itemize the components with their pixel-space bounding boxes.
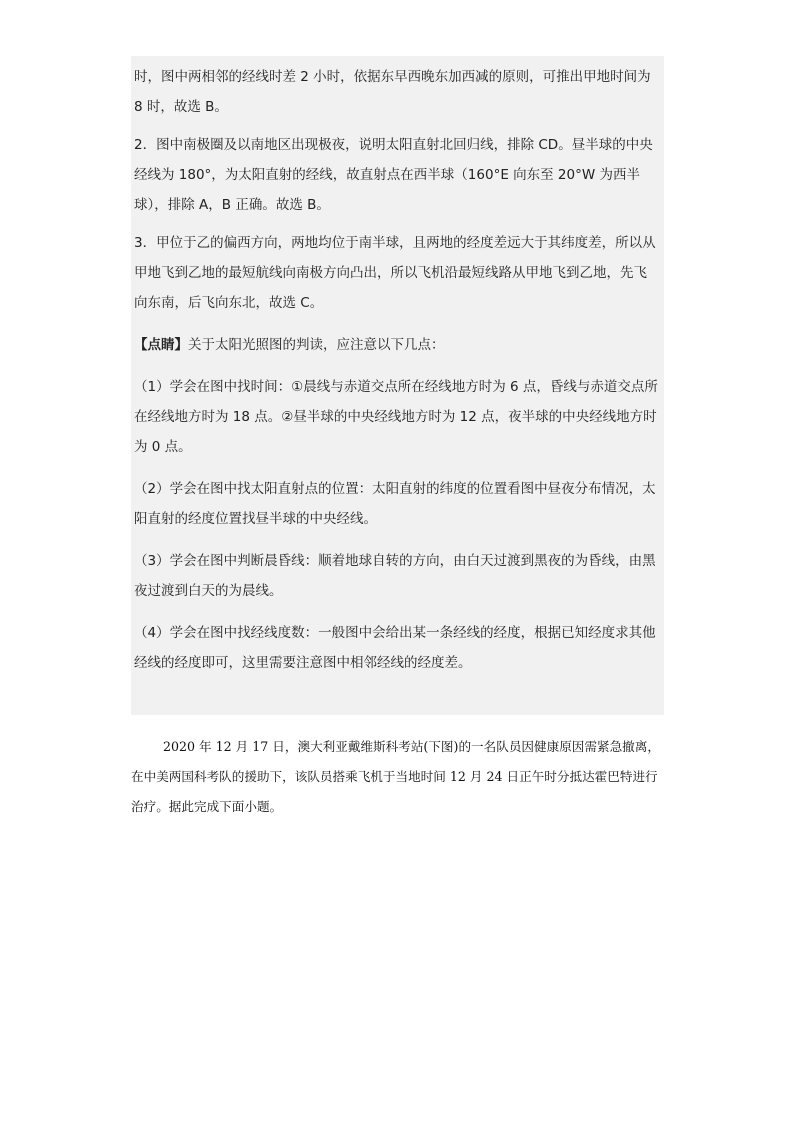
tip-3: （3）学会在图中判断晨昏线：顺着地球自转的方向，由白天过渡到黑夜的为昏线，由黑夜过渡到白天的为晨线。 bbox=[134, 553, 656, 599]
dianjing-paragraph bbox=[134, 330, 660, 360]
tip-1: （1）学会在图中找时间：①晨线与赤道交点所在经线地方时为 6 点，昏线与赤道交点所在经线地方时为 18 点。②昼半球的中央经线地方时为 12 点，夜半球的中央经线地方时为 0 点。 bbox=[134, 379, 658, 455]
dianjing-tag: 【点睛】 bbox=[134, 337, 188, 353]
tip-2: （2）学会在图中找太阳直射点的位置：太阳直射的纬度的位置看图中昼夜分布情况，太阳直射的经度位置找昼半球的中央经线。 bbox=[134, 481, 656, 527]
dianjing-text: 关于太阳光照图的判读，应注意以下几点： bbox=[188, 337, 445, 353]
question-intro: 2020 年 12 月 17 日，澳大利亚戴维斯科考站(下图)的一名队员因健康原因需紧急撤离，在中美两国科考队的援助下，该队员搭乘飞机于当地时间 12 月 24 日正午时分抵达霍巴特进行治疗。据此完成下面小题。 bbox=[131, 739, 660, 814]
analysis-paragraph-3: 3．甲位于乙的偏西方向，两地均位于南半球，且两地的经度差远大于其纬度差，所以从甲地飞到乙地的最短航线向南极方向凸出，所以飞机沿最短线路从甲地飞到乙地，先飞向东南，后飞向东北，故选 C。 bbox=[134, 235, 656, 311]
analysis-paragraph-1: 时，图中两相邻的经线时差 2 小时，依据东早西晚东加西减的原则，可推出甲地时间为 8 时，故选 B。 bbox=[134, 69, 651, 115]
answer-analysis-block bbox=[131, 56, 664, 715]
tip-4: （4）学会在图中找经线度数：一般图中会给出某一条经线的经度，根据已知经度求其他经线的经度即可，这里需要注意图中相邻经线的经度差。 bbox=[134, 625, 656, 671]
analysis-paragraph-2: 2．图中南极圈及以南地区出现极夜，说明太阳直射北回归线，排除 CD。昼半球的中央经线为 180°，为太阳直射的经线，故直射点在西半球（160°E 向东至 20°W 为西半球），排除 A，B 正确。故选 B。 bbox=[134, 137, 653, 213]
